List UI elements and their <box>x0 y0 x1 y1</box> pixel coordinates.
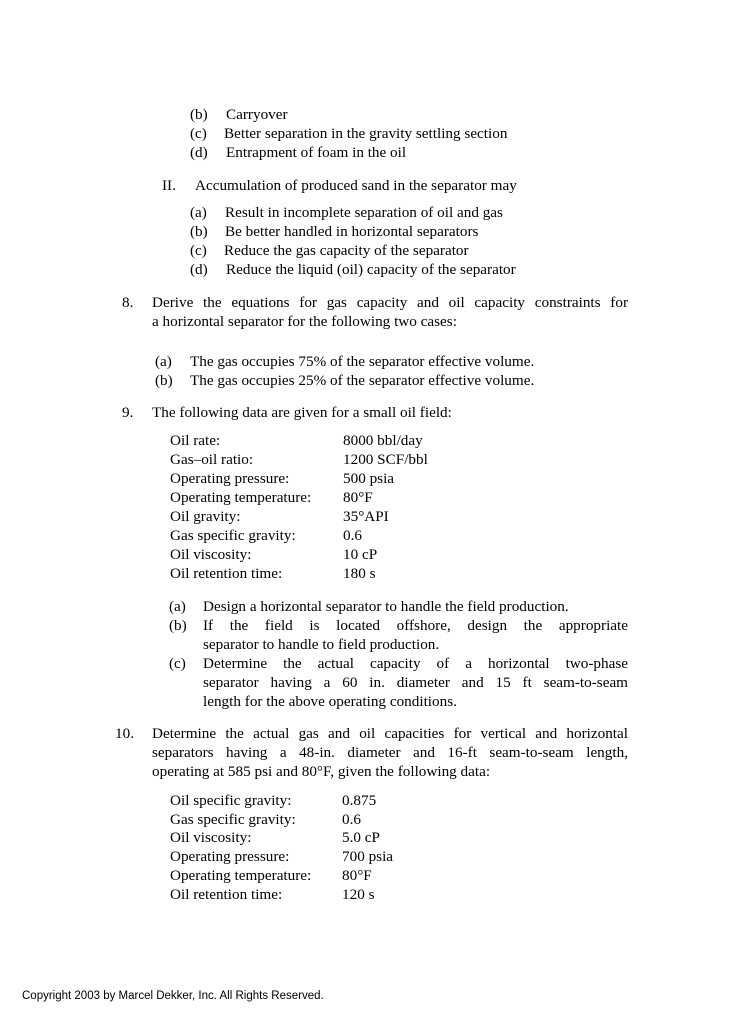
q10-data-name: Operating temperature: <box>170 867 312 884</box>
q7-part2-option-d-text: Reduce the liquid (oil) capacity of the separator <box>226 261 516 278</box>
q9-text: The following data are given for a small oil field: <box>152 404 452 421</box>
q9-data-value: 500 psia <box>343 470 395 487</box>
q9-data-name: Oil gravity: <box>170 508 241 525</box>
q10-data-value: 700 psia <box>342 848 394 865</box>
q10-line3: operating at 585 psi and 80°F, given the following data: <box>152 763 491 780</box>
q7-option-d-label: (d) <box>190 144 208 161</box>
q9-part-b-label: (b) <box>169 617 187 634</box>
q7-option-c-text: Better separation in the gravity settling section <box>224 125 508 142</box>
q9-data-name: Operating temperature: <box>170 489 312 506</box>
q10-line2: separators having a 48-in. diameter and 16-ft seam-to-seam length, <box>152 744 628 761</box>
q9-data-value: 1200 SCF/bbl <box>343 451 428 468</box>
q10-data-value: 80°F <box>342 867 372 884</box>
q9-part-c-line3: length for the above operating conditions. <box>203 693 457 710</box>
q10-data-value: 120 s <box>342 886 375 903</box>
q7-option-c-label: (c) <box>190 125 207 142</box>
q8-case-b-label: (b) <box>155 372 173 389</box>
q9-data-value: 0.6 <box>343 527 362 544</box>
q7-part2-option-b-text: Be better handled in horizontal separators <box>225 223 479 240</box>
q10-data-name: Oil viscosity: <box>170 829 252 846</box>
copyright-footer: Copyright 2003 by Marcel Dekker, Inc. All Rights Reserved. <box>22 990 324 1002</box>
q10-data-name: Oil retention time: <box>170 886 283 903</box>
q9-data-value: 8000 bbl/day <box>343 432 423 449</box>
q7-part2-option-b-label: (b) <box>190 223 208 240</box>
q9-part-b-line2: separator to handle to field production. <box>203 636 440 653</box>
q9-part-a-text: Design a horizontal separator to handle the field production. <box>203 598 569 615</box>
q9-part-c-line2: separator having a 60 in. diameter and 15 ft seam-to-seam <box>203 674 628 691</box>
q9-data-value: 80°F <box>343 489 373 506</box>
q10-line1: Determine the actual gas and oil capacities for vertical and horizontal <box>152 725 628 742</box>
q10-data-value: 5.0 cP <box>342 829 380 846</box>
q9-part-a-label: (a) <box>169 598 186 615</box>
q8-number: 8. <box>122 294 134 311</box>
q7-part2-option-a-label: (a) <box>190 204 207 221</box>
q8-line2: a horizontal separator for the following two cases: <box>152 313 457 330</box>
q10-number: 10. <box>115 725 134 742</box>
q9-part-c-line1: Determine the actual capacity of a horizontal two-phase <box>203 655 628 672</box>
q9-number: 9. <box>122 404 134 421</box>
q10-data-name: Operating pressure: <box>170 848 290 865</box>
q9-data-name: Gas–oil ratio: <box>170 451 254 468</box>
q9-part-c-label: (c) <box>169 655 186 672</box>
q7-option-b-label: (b) <box>190 106 208 123</box>
q9-data-value: 180 s <box>343 565 376 582</box>
q7-option-b-text: Carryover <box>226 106 288 123</box>
q10-data-name: Gas specific gravity: <box>170 811 296 828</box>
q10-data-value: 0.875 <box>342 792 377 809</box>
q7-option-d-text: Entrapment of foam in the oil <box>226 144 407 161</box>
q8-case-b-text: The gas occupies 25% of the separator effective volume. <box>190 372 535 389</box>
q7-part2-label: II. <box>162 177 176 194</box>
q8-line1: Derive the equations for gas capacity and oil capacity constraints for <box>152 294 628 311</box>
q7-part2-option-d-label: (d) <box>190 261 208 278</box>
q8-case-a-text: The gas occupies 75% of the separator effective volume. <box>190 353 535 370</box>
q8-case-a-label: (a) <box>155 353 172 370</box>
q10-data-name: Oil specific gravity: <box>170 792 292 809</box>
q10-data-value: 0.6 <box>342 811 361 828</box>
q7-part2-option-c-label: (c) <box>190 242 207 259</box>
q9-data-name: Oil rate: <box>170 432 221 449</box>
q7-part2-option-a-text: Result in incomplete separation of oil and gas <box>225 204 503 221</box>
q9-data-value: 10 cP <box>343 546 378 563</box>
q9-data-name: Gas specific gravity: <box>170 527 296 544</box>
q9-data-value: 35°API <box>343 508 389 525</box>
q9-data-name: Oil retention time: <box>170 565 283 582</box>
q9-part-b-line1: If the field is located offshore, design the appropriate <box>203 617 628 634</box>
q7-part2-text: Accumulation of produced sand in the separator may <box>195 177 517 194</box>
q9-data-name: Oil viscosity: <box>170 546 252 563</box>
q9-data-name: Operating pressure: <box>170 470 290 487</box>
q7-part2-option-c-text: Reduce the gas capacity of the separator <box>224 242 469 259</box>
